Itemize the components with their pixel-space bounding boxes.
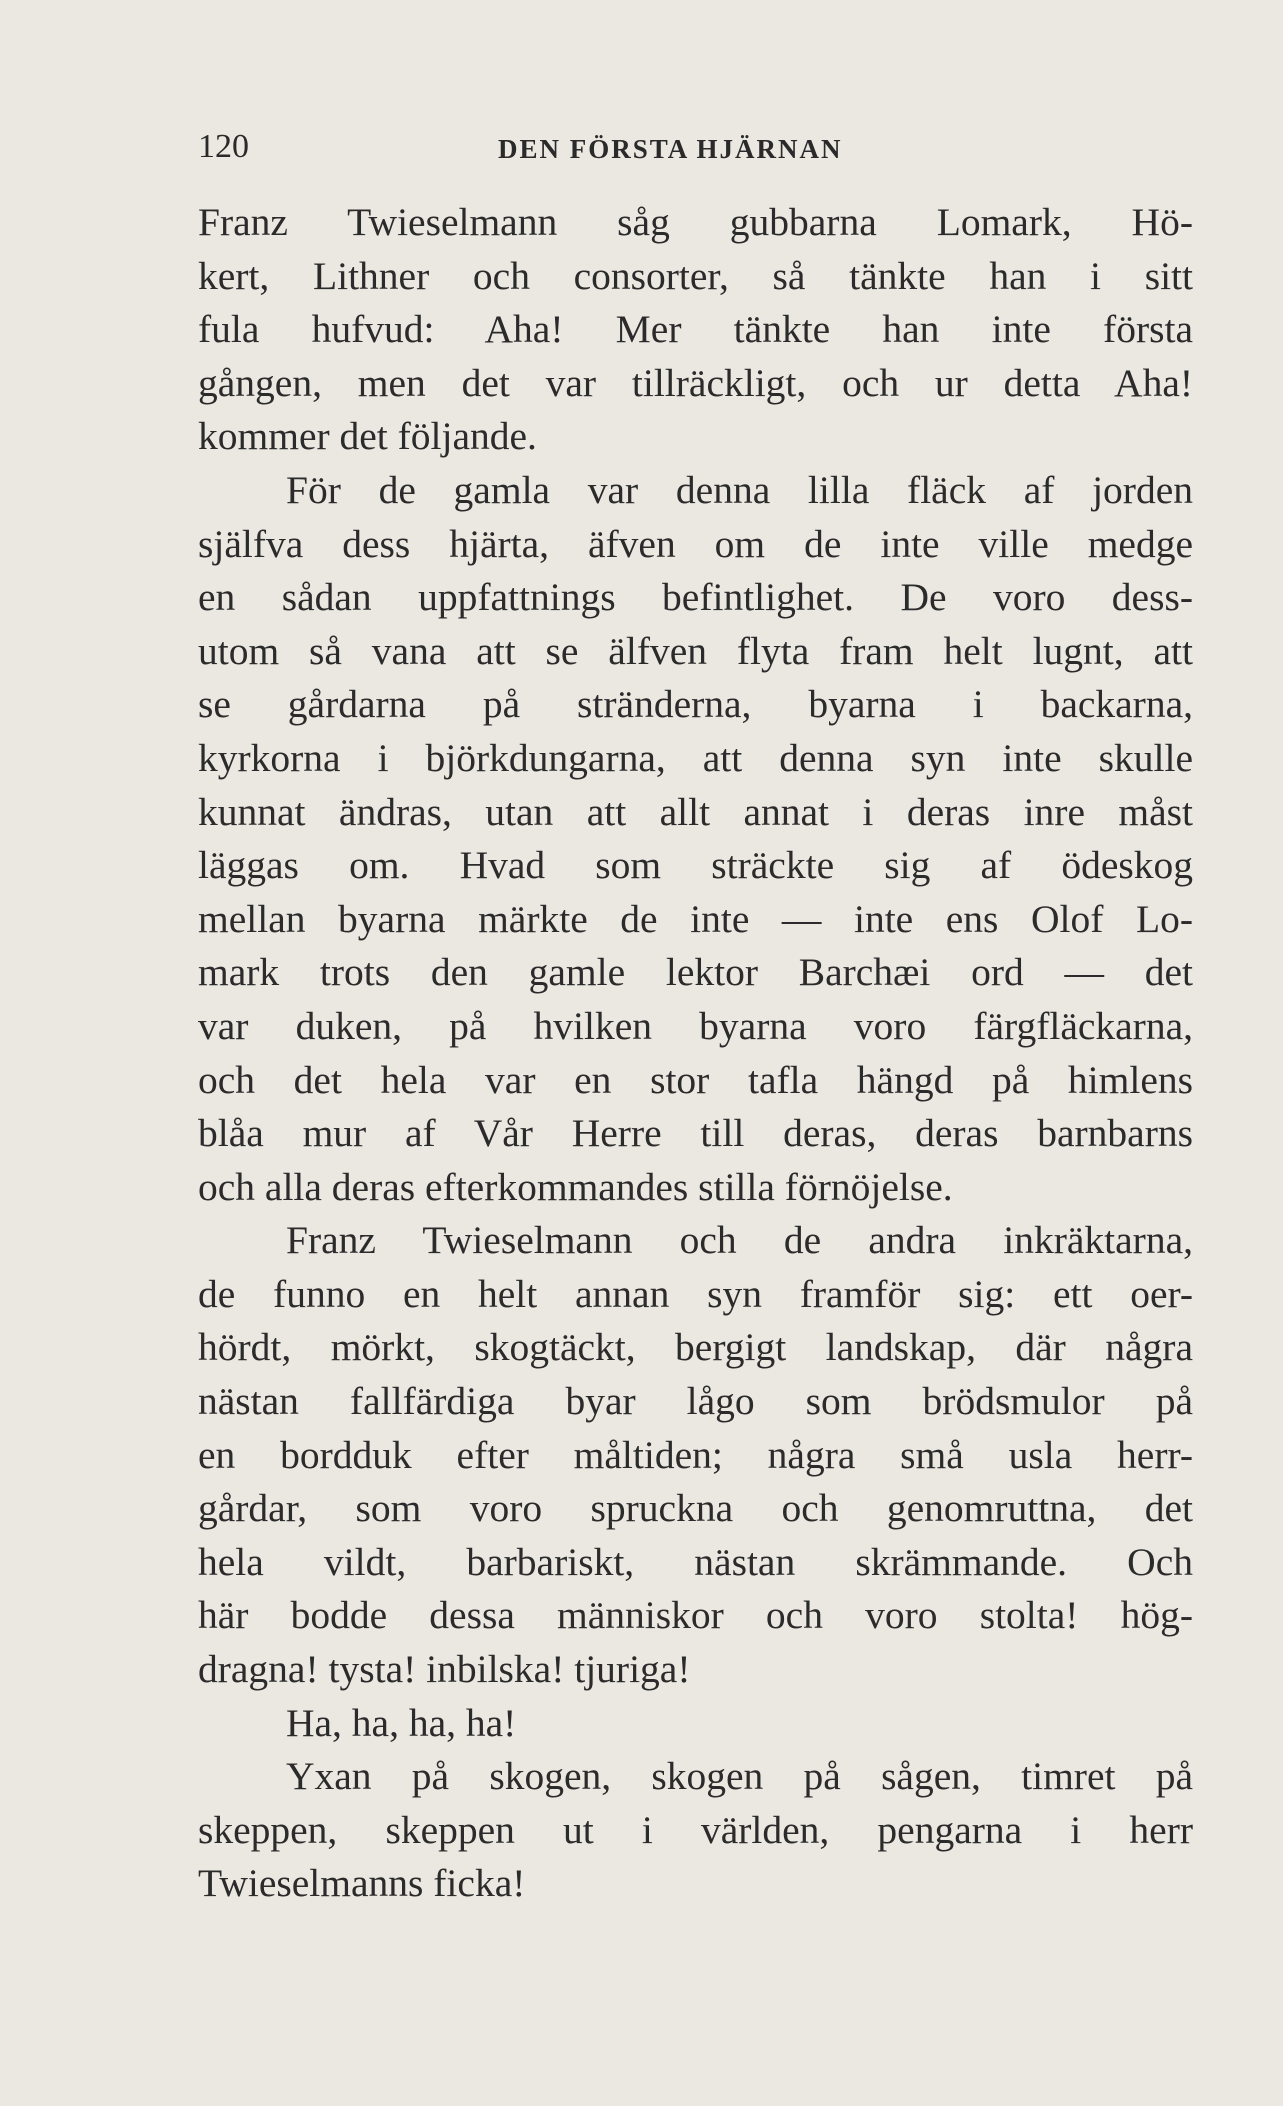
text-line: hela vildt, barbariskt, nästan skrämmande. Och: [198, 1539, 1193, 1584]
text-line: kommer det följande.: [198, 414, 537, 459]
text-line: Ha, ha, ha, ha!: [286, 1700, 517, 1745]
text-line: gången, men det var tillräckligt, och ur detta Aha!: [198, 360, 1193, 405]
text-line: hördt, mörkt, skogtäckt, bergigt landskap, där några: [198, 1325, 1193, 1370]
text-line: dragna! tysta! inbilska! tjuriga!: [198, 1647, 691, 1692]
page-header: [198, 122, 1193, 172]
text-line: fula hufvud: Aha! Mer tänkte han inte första: [198, 307, 1193, 352]
text-line: kert, Lithner och consorter, så tänkte han i sitt: [198, 253, 1193, 298]
text-line: Franz Twieselmann såg gubbarna Lomark, Hö-: [198, 200, 1193, 244]
text-line: Franz Twieselmann och de andra inkräktarna,: [286, 1218, 1193, 1263]
text-line: och det hela var en stor tafla hängd på himlens: [198, 1057, 1193, 1102]
text-line: själfva dess hjärta, äfven om de inte ville medge: [198, 521, 1193, 566]
body-text: [198, 196, 1193, 1911]
text-line: utom så vana att se älfven flyta fram helt lugnt, att: [198, 628, 1193, 673]
text-line: och alla deras efterkommandes stilla förnöjelse.: [198, 1164, 953, 1209]
text-line: se gårdarna på stränderna, byarna i backarna,: [198, 682, 1193, 727]
text-line: blåa mur af Vår Herre till deras, deras barnbarns: [198, 1111, 1193, 1156]
text-line: var duken, på hvilken byarna voro färgfläckarna,: [198, 1003, 1193, 1048]
text-line: de funno en helt annan syn framför sig: ett oer-: [198, 1271, 1193, 1316]
text-line: mark trots den gamle lektor Barchæi ord — det: [198, 950, 1193, 995]
text-line: mellan byarna märkte de inte — inte ens Olof Lo-: [198, 896, 1193, 941]
text-line: kyrkorna i björkdungarna, att denna syn inte skulle: [198, 735, 1193, 780]
text-line: kunnat ändras, utan att allt annat i deras inre måst: [198, 789, 1193, 834]
text-line: skeppen, skeppen ut i världen, pengarna i herr: [198, 1807, 1193, 1852]
text-line: För de gamla var denna lilla fläck af jorden: [286, 467, 1193, 512]
text-line: nästan fallfärdiga byar lågo som brödsmulor på: [198, 1379, 1193, 1424]
text-line: en sådan uppfattnings befintlighet. De voro dess-: [198, 575, 1193, 620]
text-line: läggas om. Hvad som sträckte sig af ödeskog: [198, 843, 1193, 888]
page-number: 120: [198, 128, 249, 165]
text-line: gårdar, som voro spruckna och genomruttna, det: [198, 1486, 1193, 1531]
text-line: Yxan på skogen, skogen på sågen, timret på: [286, 1754, 1193, 1799]
text-line: här bodde dessa människor och voro stolta! hög-: [198, 1593, 1193, 1638]
text-line: en bordduk efter måltiden; några små usla herr-: [198, 1432, 1193, 1477]
text-line: Twieselmanns ficka!: [198, 1861, 526, 1906]
running-title: DEN FÖRSTA HJÄRNAN: [498, 134, 843, 164]
